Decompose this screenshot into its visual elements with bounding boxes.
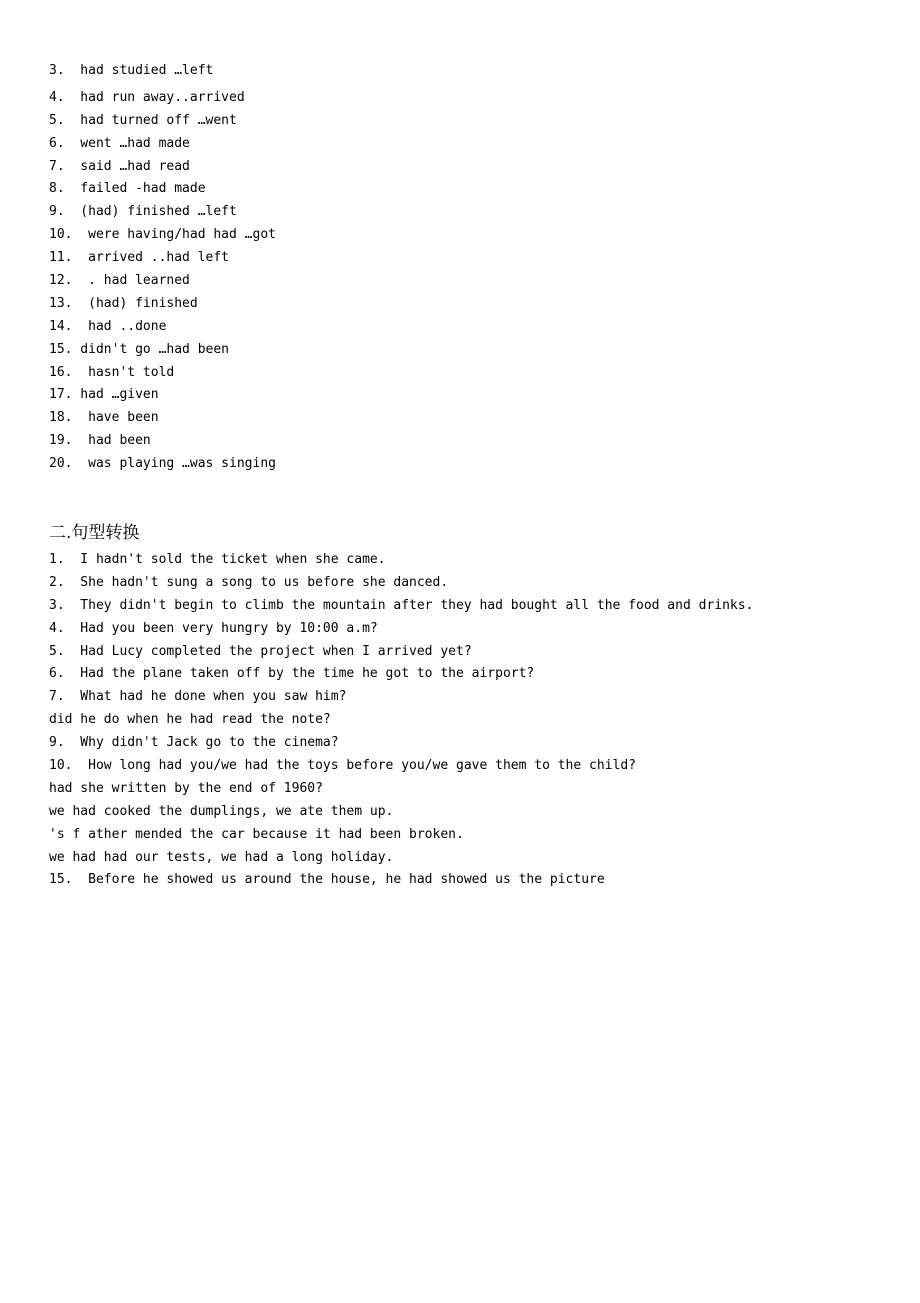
list-item: did he do when he had read the note?: [49, 712, 331, 728]
list-item: 14. had ..done: [49, 318, 167, 334]
list-item: 13. (had) finished: [49, 295, 198, 311]
list-item: 10. were having/had had …got: [49, 227, 276, 243]
list-item: 10. How long had you/we had the toys before you/we gave them to the child?: [49, 758, 636, 774]
list-item: 9. Why didn't Jack go to the cinema?: [49, 735, 339, 751]
list-item: we had cooked the dumplings, we ate them up.: [49, 803, 394, 819]
list-item: 6. Had the plane taken off by the time he got to the airport?: [49, 666, 535, 682]
list-item: 7. What had he done when you saw him?: [49, 689, 347, 705]
list-item: 's f ather mended the car because it had been broken.: [49, 826, 464, 842]
list-item: 15. didn't go …had been: [49, 341, 230, 357]
list-item: 2. She hadn't sung a song to us before she danced.: [49, 574, 449, 590]
list-item: 19. had been: [49, 433, 151, 449]
answer-list-tenses: [49, 60, 276, 476]
list-item: 18. have been: [49, 410, 159, 426]
answer-list-sentence-transform: [49, 549, 753, 892]
list-item: 4. Had you been very hungry by 10:00 a.m?: [49, 620, 378, 636]
list-item: 11. arrived ..had left: [49, 250, 230, 266]
list-item: had she written by the end of 1960?: [49, 780, 323, 796]
list-item: we had had our tests, we had a long holiday.: [49, 849, 394, 865]
list-item: 5. Had Lucy completed the project when I arrived yet?: [49, 643, 472, 659]
list-item: 3. had studied …left: [49, 63, 214, 78]
list-item: 1. I hadn't sold the ticket when she came.: [49, 552, 386, 567]
list-item: 3. They didn't begin to climb the mountain after they had bought all the food and drinks.: [49, 597, 754, 613]
list-item: 7. said …had read: [49, 158, 190, 174]
list-item: 15. Before he showed us around the house, he had showed us the picture: [49, 872, 605, 888]
list-item: 20. was playing …was singing: [49, 456, 276, 472]
list-item: 12. . had learned: [49, 273, 190, 289]
list-item: 17. had …given: [49, 387, 159, 403]
list-item: 16. hasn't told: [49, 364, 175, 380]
list-item: 5. had turned off …went: [49, 112, 237, 128]
section-heading: 二.句型转换: [49, 523, 140, 543]
list-item: 6. went …had made: [49, 135, 190, 151]
list-item: 8. failed -had made: [49, 181, 206, 197]
list-item: 4. had run away..arrived: [49, 89, 245, 105]
list-item: 9. (had) finished …left: [49, 204, 237, 220]
